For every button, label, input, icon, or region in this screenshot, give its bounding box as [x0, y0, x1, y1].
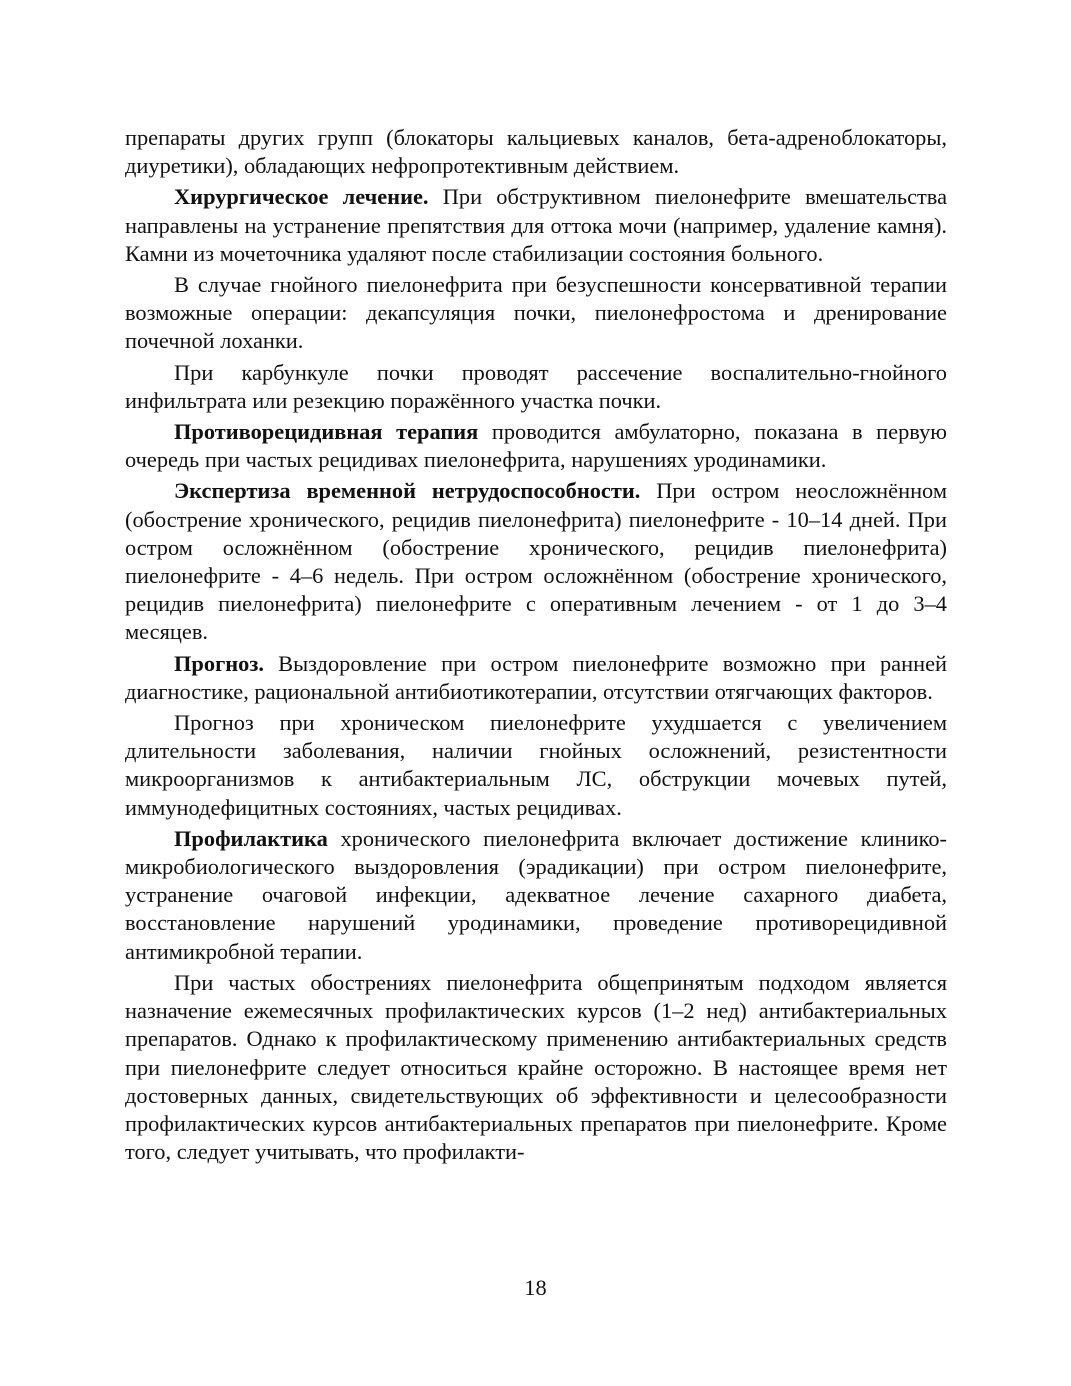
page-number: 18: [524, 1275, 547, 1300]
paragraph: [125, 359, 947, 415]
section-heading: Хирургическое лечение.: [174, 184, 429, 210]
paragraph-surgical-treatment: [125, 183, 947, 268]
paragraph-text: препараты других групп (блокаторы кальциевых каналов, бета-адреноблокаторы, диуретики), обладающих нефропротективным действием.: [125, 125, 947, 179]
paragraph-text: При частых обострениях пиелонефрита общепринятым подходом является назначение ежемесячных профилактических курсов (1–2 нед) антибактериальных препаратов. Однако к профилактическому применению антибактериальных средств при пиелонефрите следует относиться крайне осторожно. В настоящее время нет достоверных данных, свидетельствующих об эффективности и целесообразности профилактических курсов антибактериальных препаратов при пиелонефрите. Кроме того, следует учитывать, что профилакти-: [125, 969, 947, 1165]
paragraph-text: При остром неосложнённом (обострение хронического, рецидив пиелонефрита) пиелонефрите - 10–14 дней. При остром осложнённом (обострение хронического, рецидив пиелонефрита) пиелонефрите - 4–6 недель. При остром осложнённом (обострение хронического, рецидив пиелонефрита) пиелонефрите с оперативным лечением - от 1 до 3–4 месяцев.: [125, 478, 947, 645]
paragraph-text: хронического пиелонефрита включает достижение клинико-микробиологического выздоровления (эрадикации) при остром пиелонефрите, устранение очаговой инфекции, адекватное лечение сахарного диабета, восстановление нарушений уродинамики, проведение противорецидивной антимикробной терапии.: [125, 825, 947, 964]
paragraph-prevention: [125, 825, 947, 966]
section-heading: Экспертиза временной нетрудоспособности.: [174, 478, 641, 504]
paragraph-text: проводится амбулаторно, показана в первую очередь при частых рецидивах пиелонефрита, нарушениях уродинамики.: [125, 419, 948, 473]
paragraph-text: При обструктивном пиелонефрите вмешательства направлены на устранение препятствия для оттока мочи (например, удаление камня). Камни из мочеточника удаляют после стабилизации состояния больного.: [125, 184, 948, 266]
paragraph-anti-relapse-therapy: [125, 418, 947, 474]
paragraph: [125, 124, 947, 180]
section-heading: Противорецидивная терапия: [174, 419, 479, 445]
paragraph-text: Прогноз при хроническом пиелонефрите ухудшается с увеличением длительности заболевания, наличии гнойных осложнений, резистентности микроорганизмов к антибактериальным ЛС, обструкции мочевых путей, иммунодефицитных состояниях, частых рецидивах.: [125, 710, 947, 820]
paragraph-text: При карбункуле почки проводят рассечение воспалительно-гнойного инфильтрата или резекцию поражённого участка почки.: [125, 359, 947, 413]
paragraph: [125, 969, 947, 1166]
paragraph-prognosis: [125, 650, 947, 706]
paragraph-text: Выздоровление при остром пиелонефрите возможно при ранней диагностике, рациональной антибиотикотерапии, отсутствии отягчающих факторов.: [125, 650, 947, 704]
paragraph-disability-expertise: [125, 477, 947, 646]
paragraph: [125, 271, 947, 356]
paragraph-text: В случае гнойного пиелонефрита при безуспешности консервативной терапии возможные операции: декапсуляция почки, пиелонефростома и дренирование почечной лоханки.: [125, 272, 947, 354]
paragraph: [125, 709, 947, 822]
section-heading: Профилактика: [174, 825, 328, 851]
page-body: [125, 124, 947, 1166]
section-heading: Прогноз.: [174, 650, 264, 676]
